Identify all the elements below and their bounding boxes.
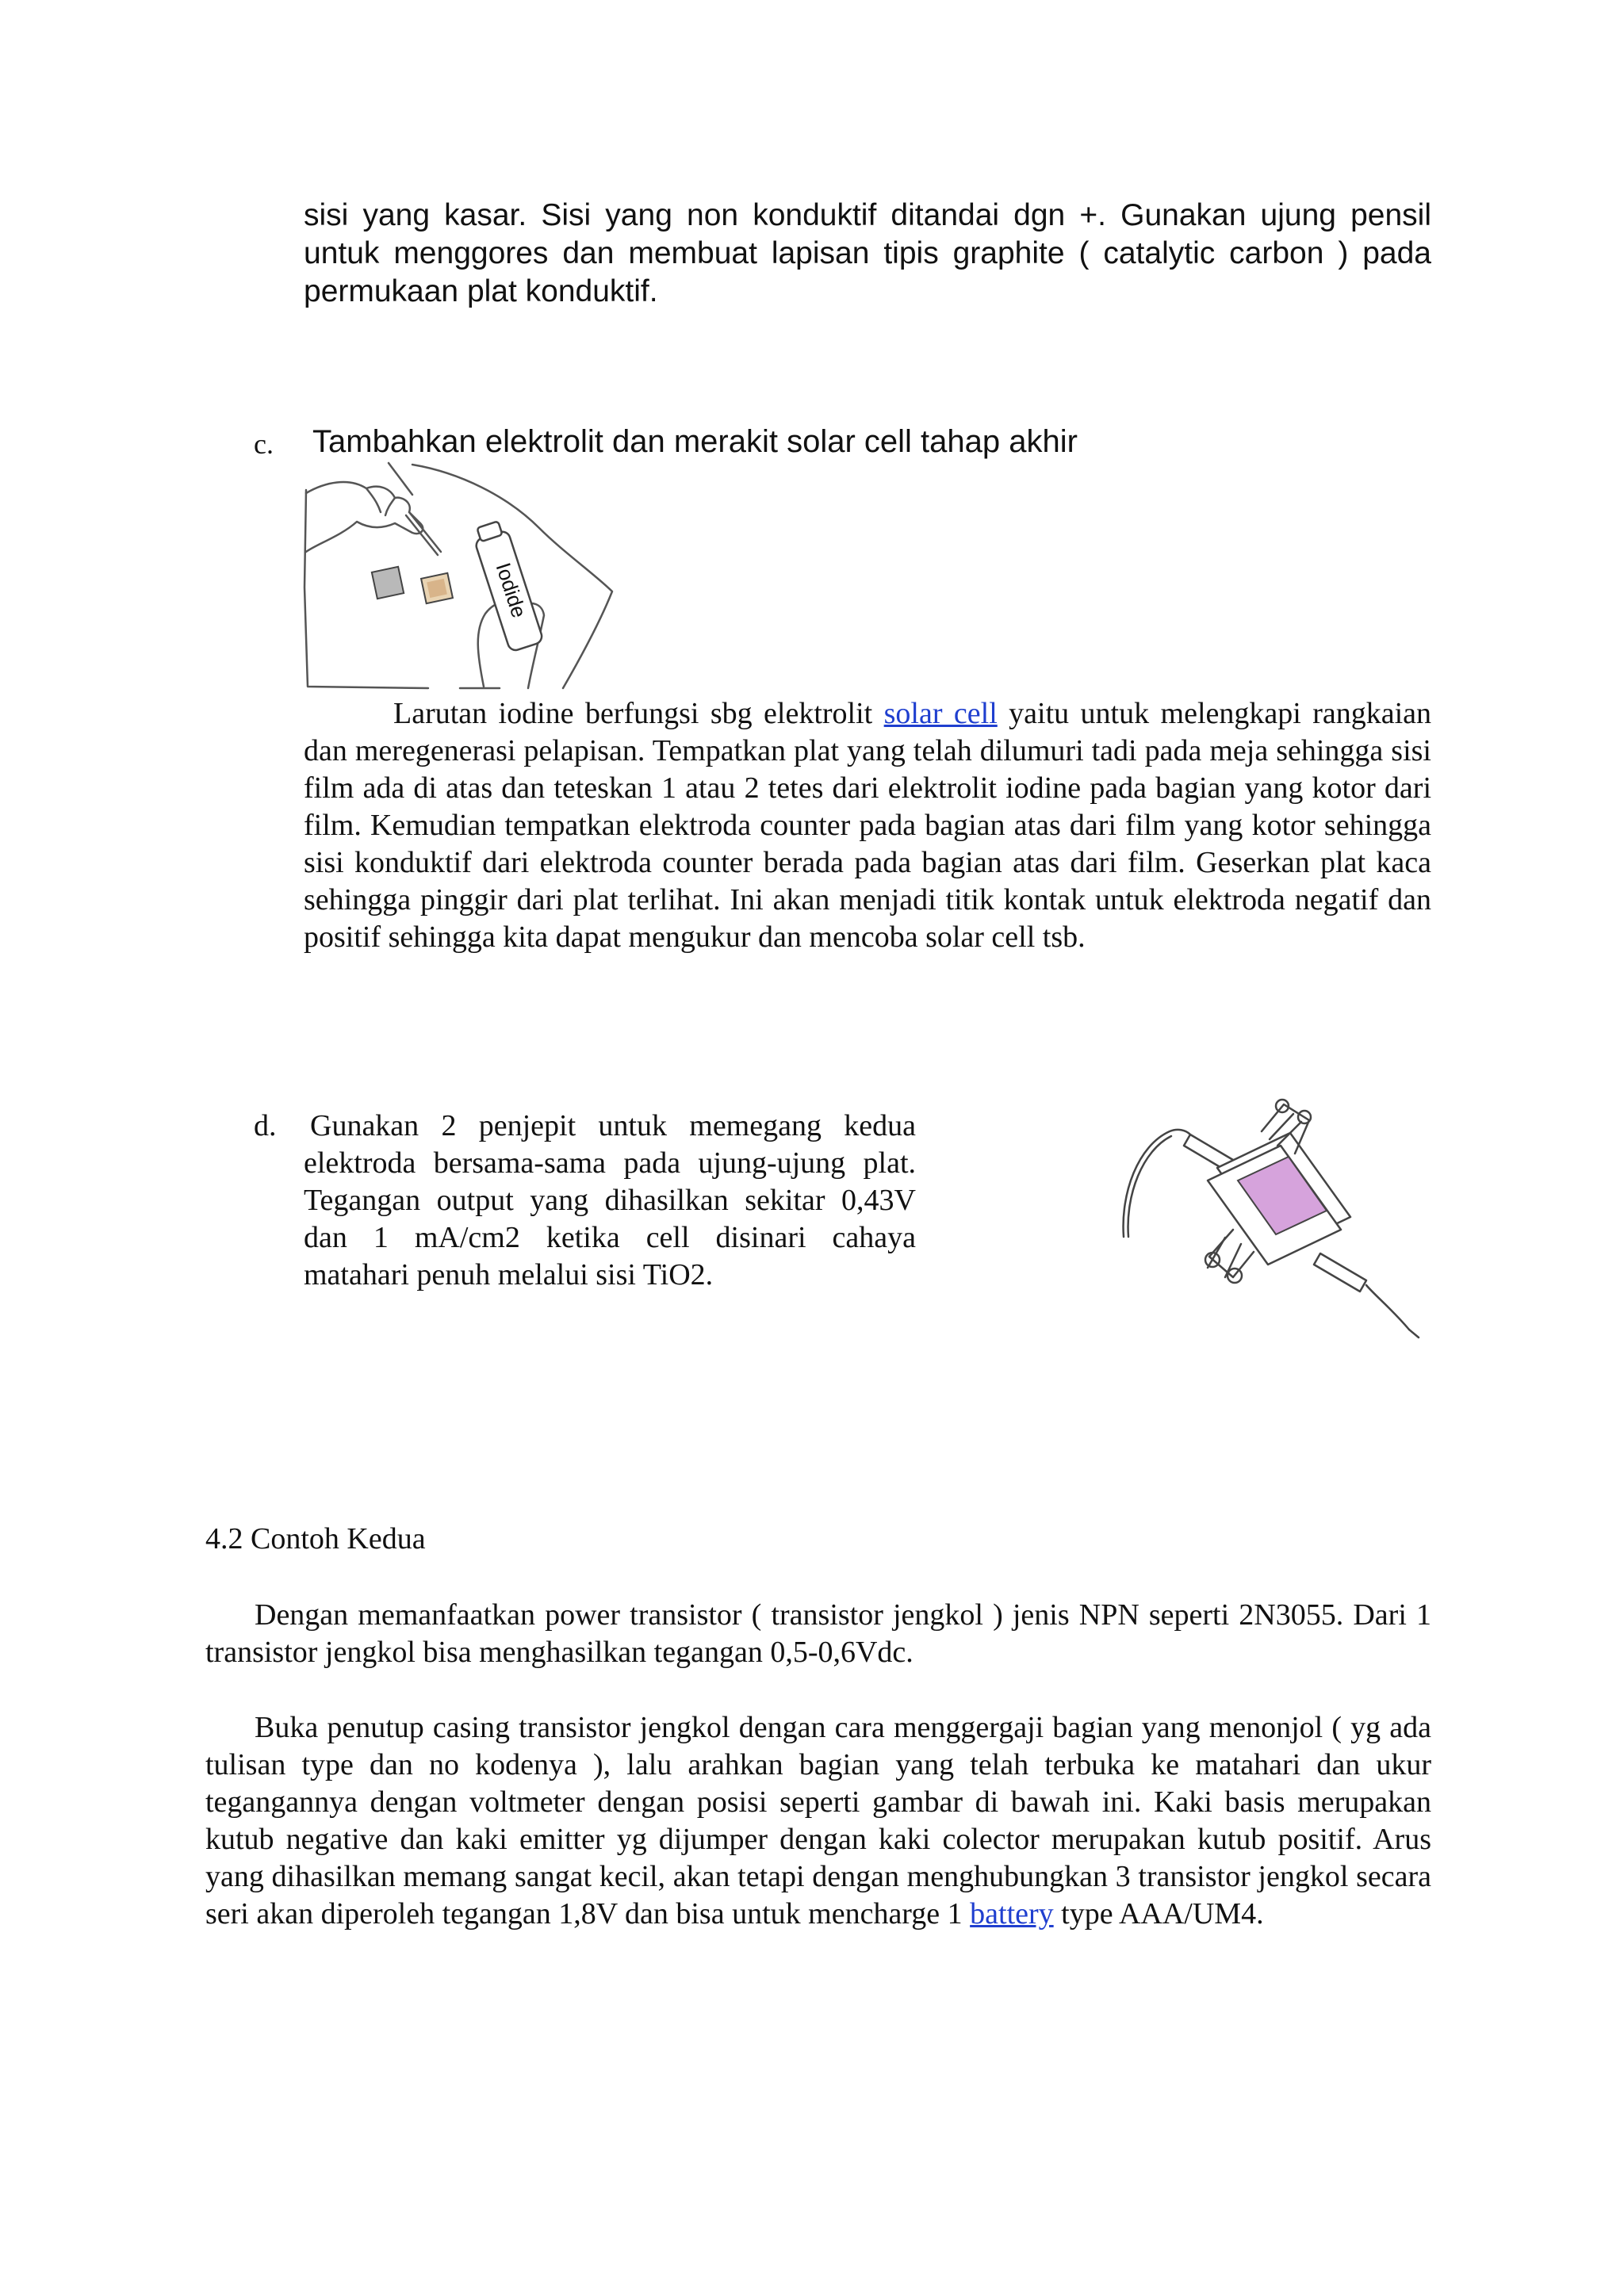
slide-grey	[372, 567, 404, 599]
iodide-label: Iodide	[491, 560, 531, 621]
clip-assembly-illustration	[1114, 1098, 1431, 1340]
section-b-continuation: sisi yang kasar. Sisi yang non konduktif ditandai dgn +. Gunakan ujung pensil untuk menggores dan membuat lapisan tipis graphite ( catalytic carbon ) pada permukaan plat konduktif.	[304, 198, 1431, 308]
step-c-text-2: yaitu untuk melengkapi rangkaian dan meregenerasi pelapisan. Tempatkan plat yang telah dilumuri tadi pada meja sehingga sisi film ada di atas dan teteskan 1 atau 2 tetes dari elektrolit iodine pada bagian yang kotor dari film. Kemudian tempatkan elektroda counter pada bagian atas dari film yang kotor sehingga sisi konduktif dari elektroda counter berada pada bagian atas dari film. Geserkan plat kaca sehingga pinggir dari plat terlihat. Ini akan menjadi titik kontak untuk elektroda negatif dan positif sehingga kita dapat mengukur dan mencoba solar cell tsb.	[304, 697, 1431, 954]
step-d-marker: d.	[254, 1109, 277, 1142]
section-4-2-text-2: type AAA/UM4.	[1053, 1897, 1264, 1931]
step-c-heading: Tambahkan elektrolit dan merakit solar cell tahap akhir	[312, 424, 1078, 459]
section-4-2-text-1: Buka penutup casing transistor jengkol dengan cara menggergaji bagian yang menonjol ( yg ada tulisan type dan no kodenya ), lalu arahkan bagian yang telah terbuka ke matahari dan ukur tegangannya dengan voltmeter dengan posisi seperti gambar di bawah ini. Kaki basis merupakan kutub negative dan kaki emitter yg dijumper dengan kaki colector merupakan kutub positif. Arus yang dihasilkan memang sangat kecil, akan tetapi dengan menghubungkan 3 transistor jengkol secara seri akan diperoleh tegangan 1,8V dan bisa untuk mencharge 1	[205, 1711, 1431, 1931]
right-wire	[1366, 1285, 1409, 1330]
right-probe	[1314, 1253, 1366, 1292]
step-c-paragraph	[304, 695, 1431, 956]
step-c-text-1: Larutan iodine berfungsi sbg elektrolit	[393, 697, 884, 730]
solar-cell-link[interactable]: solar cell	[883, 697, 998, 730]
step-c-marker: c.	[254, 428, 274, 460]
step-d-text: Gunakan 2 penjepit untuk memegang kedua elektroda bersama-sama pada ujung-ujung plat. Tegangan output yang dihasilkan sekitar 0,43V dan 1 mA/cm2 ketika cell disinari cahaya matahari penuh melalui sisi TiO2.	[304, 1109, 916, 1292]
section-4-2-para2	[205, 1709, 1431, 1933]
section-4-2-title: 4.2 Contoh Kedua	[205, 1522, 426, 1556]
left-hand	[306, 482, 423, 552]
iodide-bottle	[471, 519, 544, 652]
dropper	[409, 512, 441, 552]
battery-link[interactable]: battery	[970, 1897, 1054, 1931]
electrolyte-illustration	[301, 457, 619, 695]
section-4-2-para1: Dengan memanfaatkan power transistor ( transistor jengkol ) jenis NPN seperti 2N3055. Dari 1 transistor jengkol bisa menghasilkan tegangan 0,5-0,6Vdc.	[205, 1598, 1431, 1669]
